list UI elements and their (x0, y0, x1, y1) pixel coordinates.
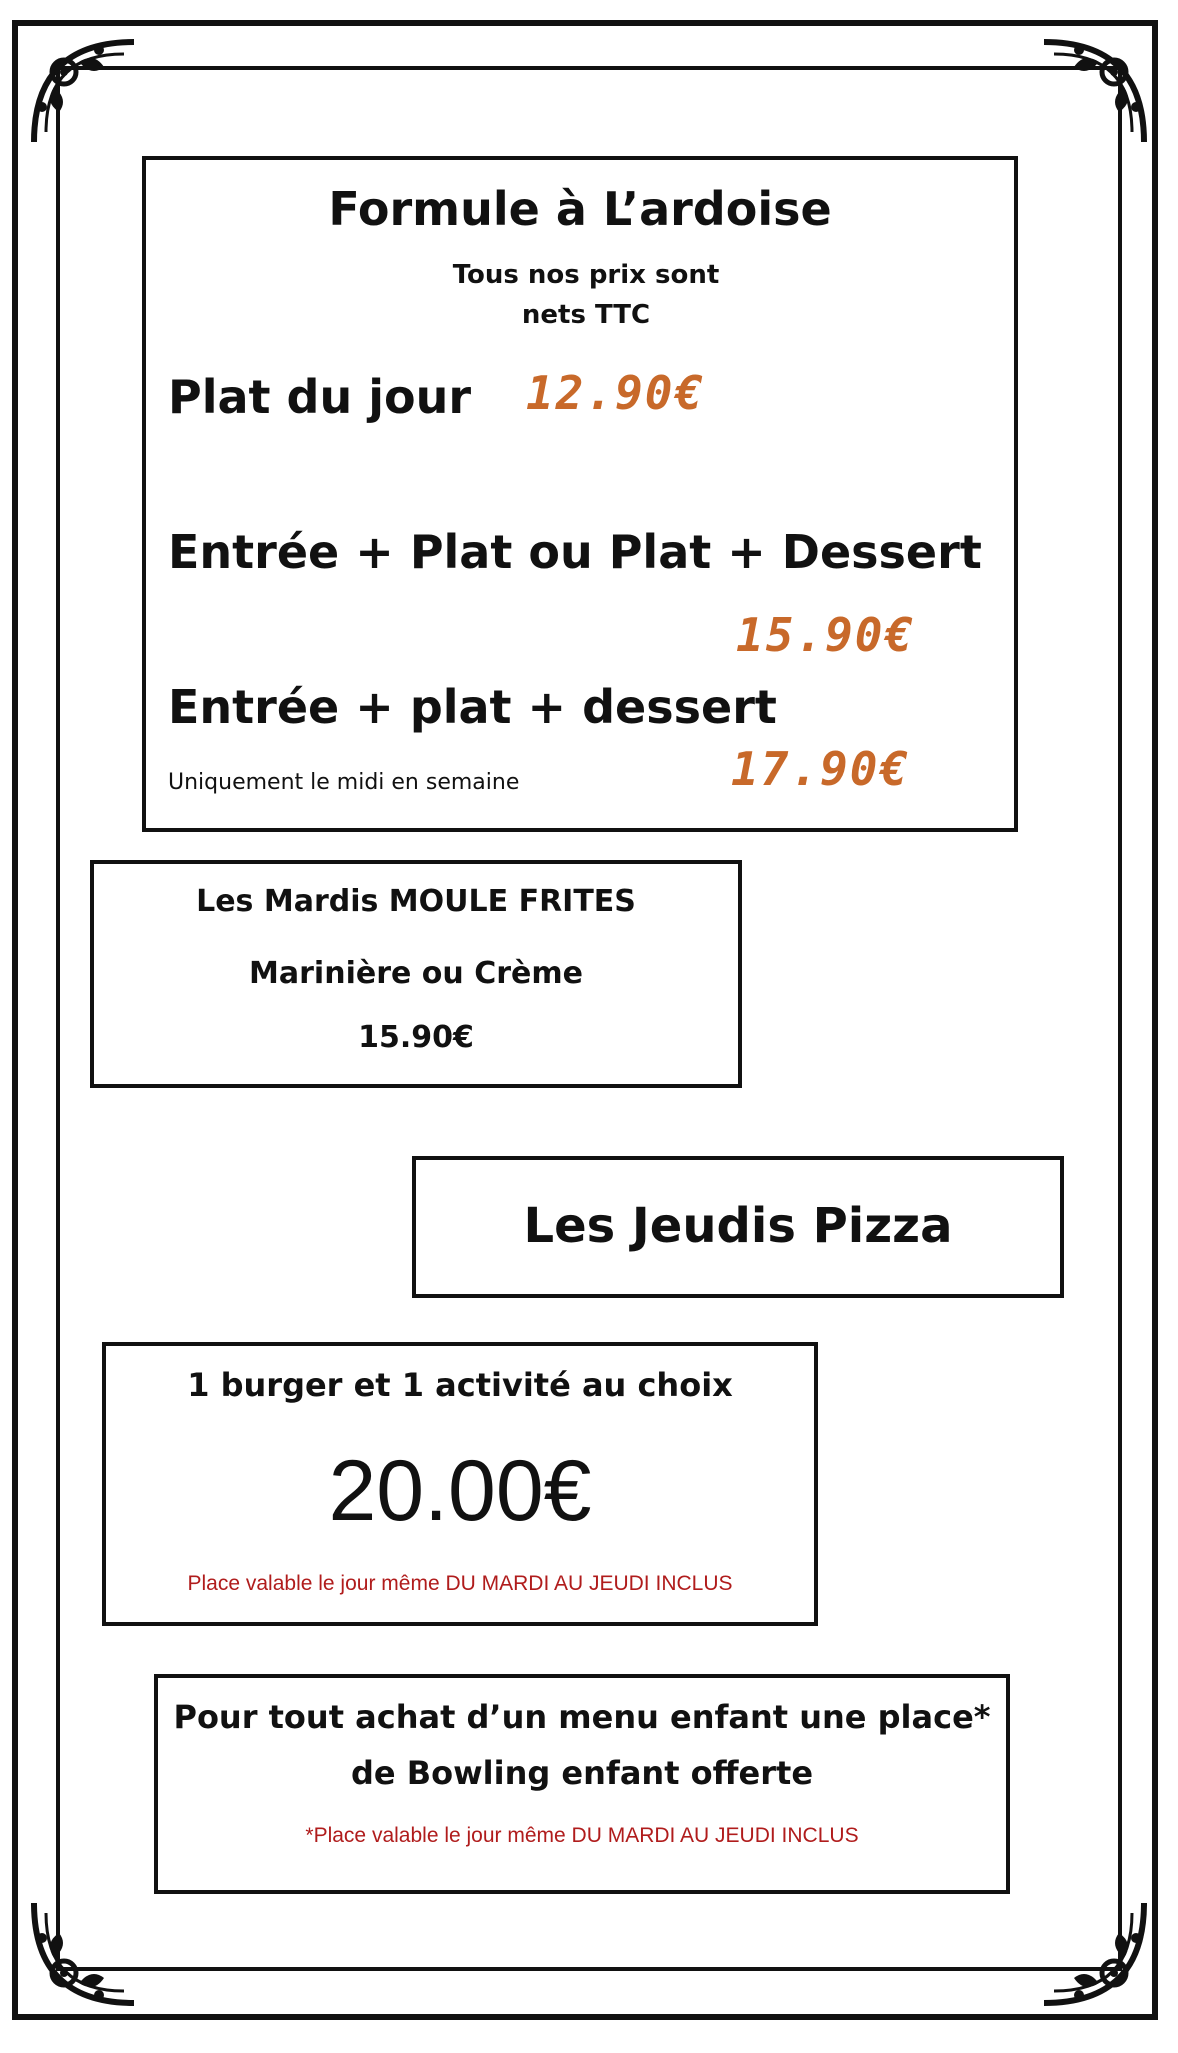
mardis-box (90, 860, 742, 1088)
option2-price: 15.90€ (736, 608, 915, 662)
burger-price: 20.00€ (328, 1443, 592, 1539)
enfant-line2: de Bowling enfant offerte (350, 1754, 814, 1792)
plat-du-jour-label: Plat du jour (168, 370, 472, 424)
option3-price: 17.90€ (731, 742, 910, 796)
burger-box (102, 1342, 818, 1626)
formule-subtitle-line1: Tous nos prix sont (452, 260, 720, 290)
formule-title: Formule à L’ardoise (328, 182, 832, 236)
jeudis-title: Les Jeudis Pizza (523, 1198, 953, 1254)
formule-subtitle-line2: nets TTC (521, 300, 651, 330)
mardis-price: 15.90€ (358, 1020, 474, 1055)
enfant-note: *Place valable le jour même DU MARDI AU JEUDI INCLUS (305, 1824, 859, 1847)
option2-label: Entrée + Plat ou Plat + Dessert (168, 525, 982, 579)
enfant-box (154, 1674, 1010, 1894)
mardis-line1: Les Mardis MOULE FRITES (196, 884, 636, 919)
plat-du-jour-price: 12.90€ (526, 366, 705, 420)
ornament-top-left-icon (24, 32, 144, 152)
option3-label: Entrée + plat + dessert (168, 680, 777, 734)
jeudis-box (412, 1156, 1064, 1298)
enfant-line1: Pour tout achat d’un menu enfant une place* (173, 1698, 991, 1736)
burger-note: Place valable le jour même DU MARDI AU JEUDI INCLUS (187, 1572, 733, 1595)
ornament-bottom-right-icon (1034, 1893, 1154, 2013)
mardis-line2: Marinière ou Crème (249, 956, 583, 991)
burger-title: 1 burger et 1 activité au choix (187, 1366, 733, 1404)
ornament-top-right-icon (1034, 32, 1154, 152)
formule-note: Uniquement le midi en semaine (168, 770, 520, 795)
ornament-bottom-left-icon (24, 1893, 144, 2013)
formule-box (142, 156, 1018, 832)
